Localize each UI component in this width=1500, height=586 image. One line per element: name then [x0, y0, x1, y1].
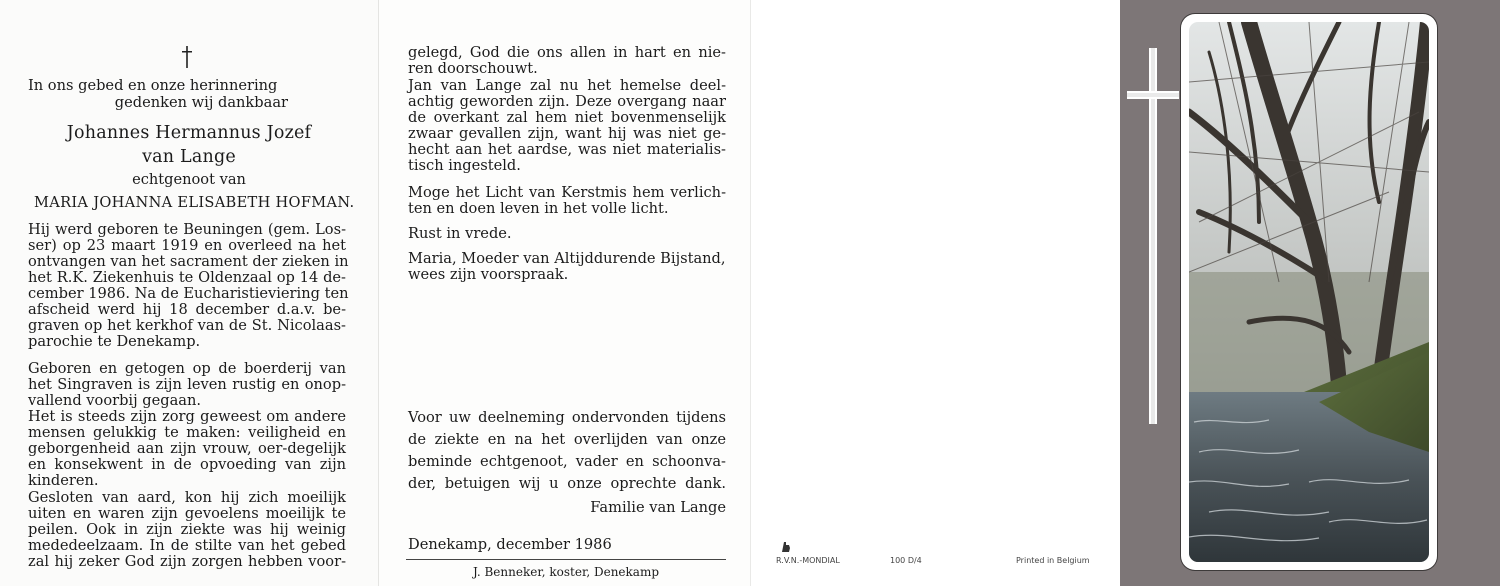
cross-icon — [180, 46, 194, 68]
text-line: Voor uw deelneming ondervonden tijdens — [408, 409, 726, 426]
river-trees-photo — [1189, 22, 1429, 562]
text-line: Het is steeds zijn zorg geweest om andere — [28, 408, 346, 425]
text-line: achtig geworden zijn. Deze overgang naar — [408, 93, 726, 110]
spouse-name: MARIA JOHANNA ELISABETH HOFMAN. — [34, 194, 355, 211]
text-line: der, betuigen wij u onze oprechte dank. — [408, 475, 726, 492]
text-line: het R.K. Ziekenhuis te Oldenzaal op 14 de- — [28, 269, 346, 286]
text-line: zal hij zeker God zijn zorgen hebben voor- — [28, 553, 346, 570]
text-line: mensen gelukkig te maken: veiligheid en — [28, 424, 346, 441]
white-cross-icon — [1127, 48, 1179, 424]
text-line: uiten en waren zijn gevoelens moeilijk te — [28, 505, 346, 522]
divider — [406, 559, 726, 560]
text-line: geborgenheid aan zijn vrouw, oer-degelijk — [28, 440, 346, 457]
text-line: ser) op 23 maart 1919 en overleed na het — [28, 237, 346, 254]
text-line: peilen. Ook in zijn ziekte was hij weinig — [28, 521, 346, 538]
text-line: Hij werd geboren te Beuningen (gem. Los- — [28, 221, 346, 238]
text-line: gelegd, God die ons allen in hart en nie- — [408, 44, 726, 61]
text-line: de overkant zal hem niet bovenmenselijk — [408, 109, 726, 126]
printer-credit: J. Benneker, koster, Denekamp — [472, 565, 660, 579]
text-line: cember 1986. Na de Eucharistieviering ten — [28, 285, 349, 302]
text-line: Jan van Lange zal nu het hemelse deel- — [408, 77, 726, 94]
text-line: tisch ingesteld. — [408, 157, 521, 174]
text-line: ren doorschouwt. — [408, 60, 538, 77]
text-line: zwaar gevallen zijn, want hij was niet ge- — [408, 125, 726, 142]
text-line: ontvangen van het sacrament der zieken in — [28, 253, 349, 270]
intro-line-1: In ons gebed en onze herinnering — [28, 77, 278, 94]
deceased-name-line-2: van Lange — [142, 147, 236, 167]
text-line: mededeelzaam. In de stilte van het gebed — [28, 537, 346, 554]
publisher-mark: R.V.N.-MONDIAL — [776, 556, 840, 565]
rest-in-peace: Rust in vrede. — [408, 225, 512, 242]
text-line: en konsekwent in de opvoeding van zijn — [28, 456, 346, 473]
photo-image — [1189, 22, 1429, 562]
text-line: graven op het kerkhof van de St. Nicolaas- — [28, 317, 346, 334]
printed-in: Printed in Belgium — [1016, 556, 1090, 565]
deceased-name-line-1: Johannes Hermannus Jozef — [66, 123, 312, 143]
text-line: kinderen. — [28, 472, 99, 489]
place-date: Denekamp, december 1986 — [408, 536, 612, 553]
text-line: wees zijn voorspraak. — [408, 266, 569, 283]
family-signature: Familie van Lange — [590, 499, 726, 516]
text-line: beminde echtgenoot, vader en schoonva- — [408, 453, 726, 470]
text-line: de ziekte en na het overlijden van onze — [408, 431, 726, 448]
publisher-logo-icon — [781, 541, 791, 553]
card-panel-back — [750, 0, 1121, 586]
text-line: Maria, Moeder van Altijddurende Bijstand, — [408, 250, 726, 267]
text-line: vallend voorbij gegaan. — [28, 392, 202, 409]
text-line: het Singraven is zijn leven rustig en onop- — [28, 376, 346, 393]
text-line: Geboren en getogen op de boerderij van — [28, 360, 346, 377]
text-line: parochie te Denekamp. — [28, 333, 201, 350]
card-panel-left: In ons gebed en onze herinnering gedenken wij dankbaar Johannes Hermannus Jozef van Lange echtgenoot van MARIA JOHANNA ELISABETH HOFMAN. Hij werd geboren te Beuningen (gem. Los- ser) op 23 maart 1919 en overleed na het ontvangen van het sacrament der zieken in het R.K. Ziekenhuis te Oldenzaal op 14 de- cember 1986. Na de Eucharistieviering ten afscheid werd hij 18 december d.a.v. be- graven op het kerkhof van de St. Nicolaas- parochie te Denekamp. Geboren en getogen op de boerderij van het Singraven is zijn leven rustig en onop- vallend voorbij gegaan. Het is steeds zijn zorg geweest om andere mensen gelukkig te maken: veiligheid en geborgenheid aan zijn vrouw, oer-degelijk en konsekwent in de opvoeding van zijn kinderen. Gesloten van aard, kon hij zich moeilijk uiten en waren zijn gevoelens moeilijk te peilen. Ook in zijn ziekte was hij weinig mededeelzaam. In de stilte van het gebed zal hij zeker God zijn zorgen hebben voor- — [0, 0, 378, 586]
spouse-label: echtgenoot van — [132, 171, 246, 188]
text-line: Gesloten van aard, kon hij zich moeilijk — [28, 489, 346, 506]
text-line: ten en doen leven in het volle licht. — [408, 200, 669, 217]
text-line: hecht aan het aardse, was niet materialis- — [408, 141, 726, 158]
card-code: 100 D/4 — [890, 556, 922, 565]
text-line: Moge het Licht van Kerstmis hem verlich- — [408, 184, 726, 201]
text-line: afscheid werd hij 18 december d.a.v. be- — [28, 301, 346, 318]
